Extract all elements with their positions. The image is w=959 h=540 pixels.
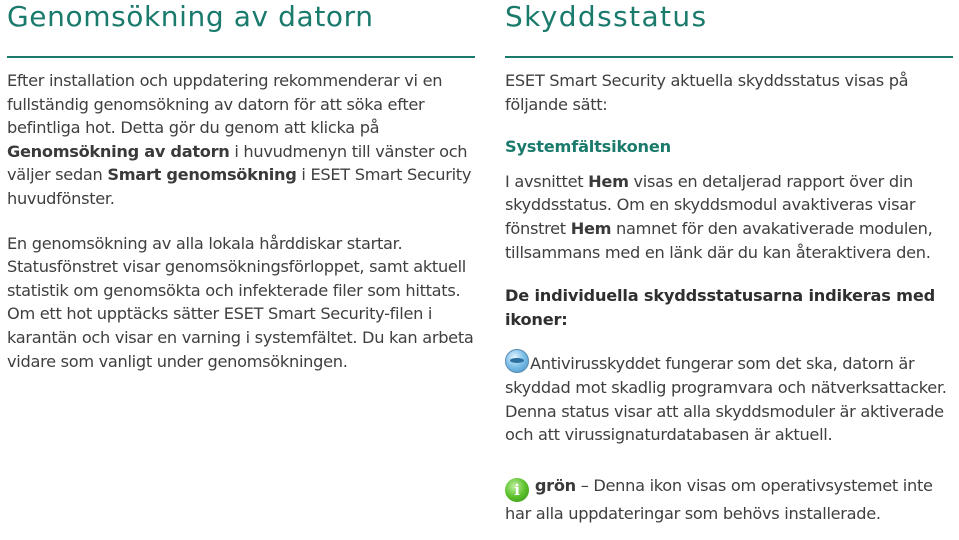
scan-menu-term: Genomsökning av datorn xyxy=(7,141,230,161)
icons-heading: De individuella skyddsstatusarna indikeras med ikoner: xyxy=(505,286,935,329)
green-label: grön xyxy=(534,475,576,495)
smart-scan-term: Smart genomsökning xyxy=(107,165,297,185)
section-heading-status: Skyddsstatus xyxy=(505,0,953,58)
antivirus-status-icon xyxy=(505,349,529,373)
section-heading-scan: Genomsökning av datorn xyxy=(7,0,475,58)
right-column xyxy=(505,0,953,525)
left-column xyxy=(7,0,475,373)
scan-status-paragraph: Statusfönstret visar genomsökningsförloppet, samt aktuell statistik om genomsökta och infekterade filer som hittats. Om ett hot upptäcks sätter ESET Smart Security-filen i karantän och visar en varning i systemfältet. Du kan arbeta vidare som vanligt under genomsökningen. xyxy=(7,257,474,371)
scan-start-paragraph: En genomsökning av alla lokala hårddiskar startar. xyxy=(7,233,403,253)
green-status-item: i grön – Denna ikon visas om operativsystemet inte har alla uppdateringar som behövs installerade. xyxy=(505,475,933,523)
systray-subheading: Systemfältsikonen xyxy=(505,137,671,157)
home-term: Hem xyxy=(570,218,612,238)
info-green-icon: i xyxy=(505,478,529,502)
home-term: Hem xyxy=(588,171,629,191)
status-intro-paragraph: ESET Smart Security aktuella skyddsstatus visas på följande sätt: xyxy=(505,71,909,114)
antivirus-status-item: Antivirusskyddet fungerar som det ska, datorn är skyddad mot skadlig programvara och nätverksattacker. Denna status visar att alla skyddsmoduler är aktiverade och att virussignaturdatabasen är aktuell. xyxy=(505,349,953,446)
scan-instructions-paragraph: Efter installation och uppdatering rekommenderar vi en fullständig genomsökning av datorn för att söka efter befintliga hot. Detta gör du genom att klicka på Genomsökning av datorn i huvudmenyn till vänster och väljer sedan Smart genomsökning i ESET Smart Security huvudfönster. xyxy=(7,71,472,208)
home-status-paragraph: I avsnittet Hem visas en detaljerad rapport över din skyddsstatus. Om en skyddsmodul avaktiveras visar fönstret Hem namnet för den avakativerade modulen, tillsammans med en länk där du kan återaktivera den. xyxy=(505,171,933,262)
